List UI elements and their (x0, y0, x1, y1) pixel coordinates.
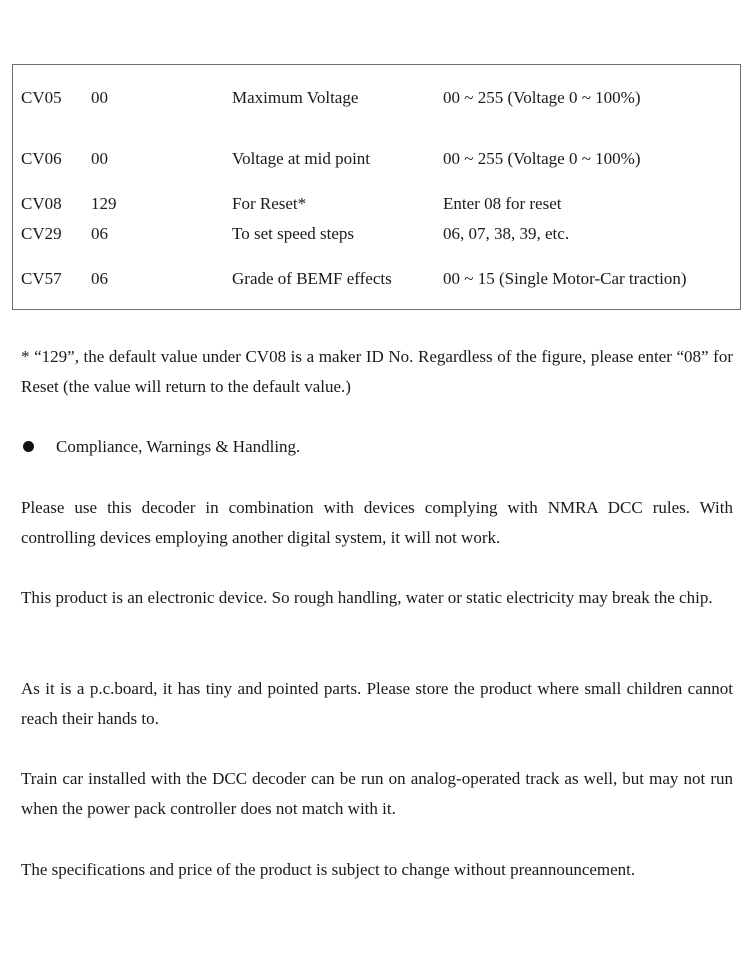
cv-function: Grade of BEMF effects (232, 269, 392, 288)
cv-default-value: 00 (91, 88, 108, 107)
cv-function: Maximum Voltage (232, 88, 359, 107)
cv-function: To set speed steps (232, 224, 355, 243)
cv-range: 06, 07, 38, 39, etc. (443, 224, 570, 243)
safety-paragraph: As it is a p.c.board, it has tiny and pointed parts. Please store the product where small children cannot reach their hands to. (21, 679, 733, 728)
analog-track-paragraph: Train car installed with the DCC decoder can be run on analog-operated track as well, but may not run when the power pack controller does not match with it. (21, 769, 733, 818)
section-heading-text: Compliance, Warnings & Handling. (56, 437, 301, 456)
cv-default-value: 06 (91, 224, 108, 243)
bullet-icon (23, 441, 34, 452)
handling-paragraph: This product is an electronic device. So rough handling, water or static electricity may break the chip. (21, 588, 713, 607)
cv-default-value: 00 (91, 149, 108, 168)
table-row (13, 192, 740, 216)
cv-range: Enter 08 for reset (443, 194, 562, 213)
cv-range: 00 ~ 255 (Voltage 0 ~ 100%) (443, 88, 641, 107)
cv-number: CV06 (21, 149, 62, 168)
reset-footnote: * “129”, the default value under CV08 is a maker ID No. Regardless of the figure, please enter “08” for Reset (the value will return to the default value.) (21, 347, 733, 396)
cv-number: CV57 (21, 269, 62, 288)
cv-function: Voltage at mid point (232, 149, 371, 168)
cv-default-value: 129 (91, 194, 117, 213)
specifications-paragraph: The specifications and price of the product is subject to change without preannouncement. (21, 860, 636, 879)
table-row (13, 147, 740, 171)
cv-settings-table (12, 64, 741, 310)
cv-range: 00 ~ 255 (Voltage 0 ~ 100%) (443, 149, 641, 168)
table-row (13, 222, 740, 246)
cv-number: CV29 (21, 224, 62, 243)
cv-function: For Reset* (232, 194, 307, 213)
cv-range: 00 ~ 15 (Single Motor-Car traction) (443, 269, 687, 288)
cv-default-value: 06 (91, 269, 108, 288)
cv-number: CV08 (21, 194, 62, 213)
table-row (13, 86, 740, 110)
compliance-paragraph: Please use this decoder in combination with devices complying with NMRA DCC rules. With controlling devices employing another digital system, it will not work. (21, 498, 733, 547)
cv-number: CV05 (21, 88, 62, 107)
table-row (13, 267, 740, 291)
